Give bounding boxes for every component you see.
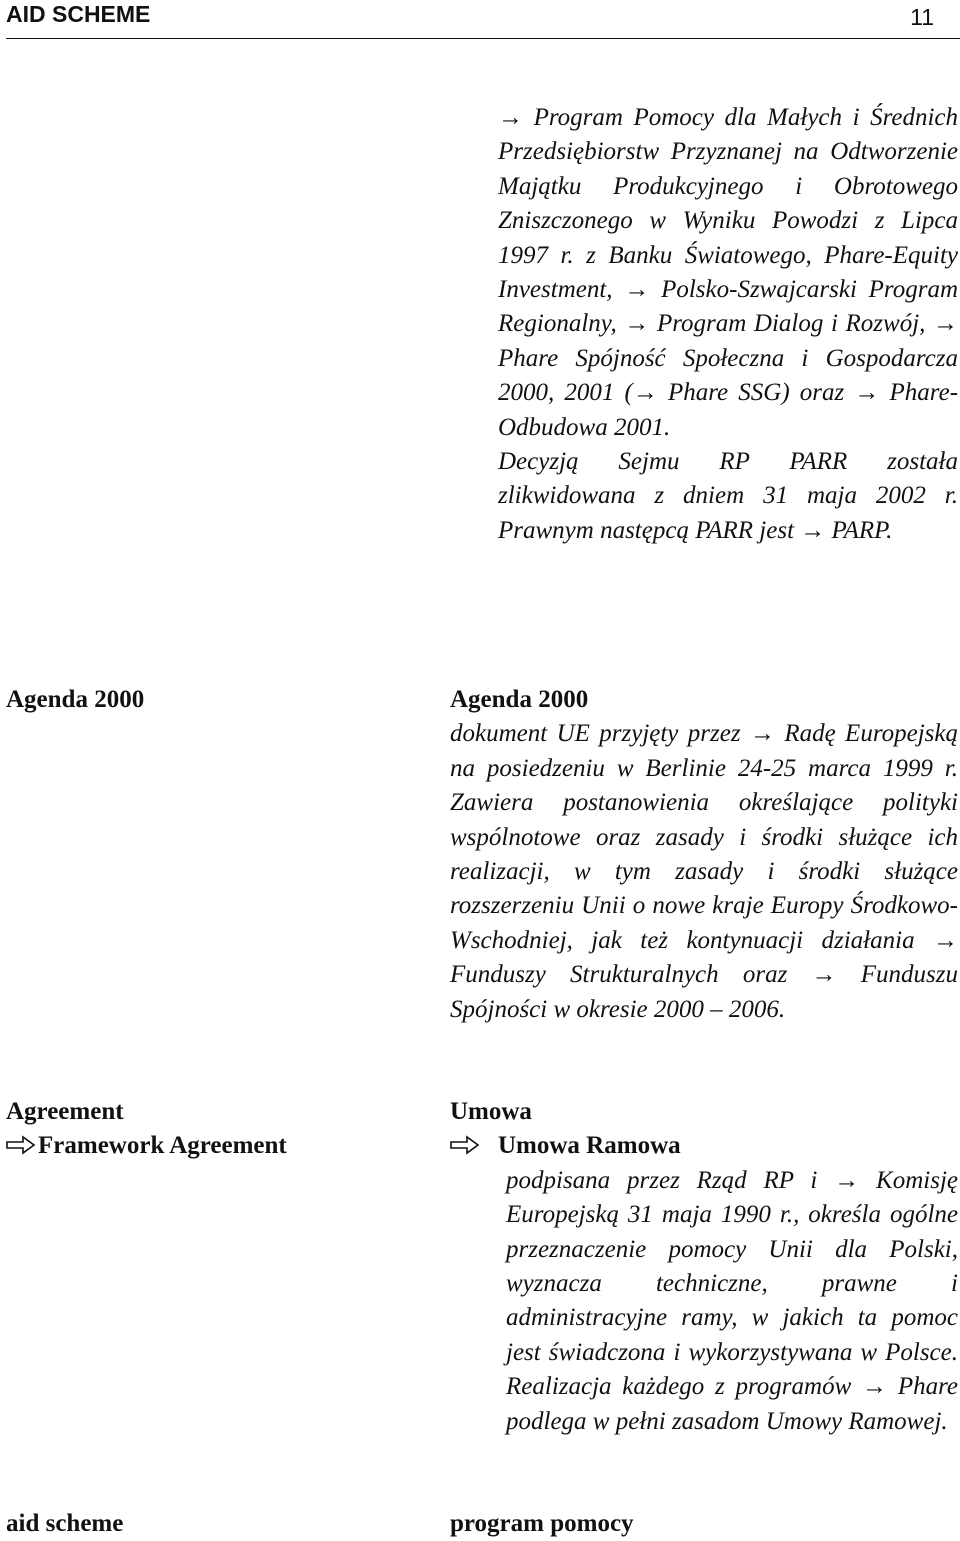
xref-link[interactable]: Phare SSG) oraz — [667, 379, 845, 407]
term-polish: Agenda 2000 — [450, 686, 589, 713]
term-english: Agreement — [6, 1098, 124, 1125]
term-english: Agenda 2000 — [6, 686, 145, 713]
term-polish: Umowa — [450, 1098, 532, 1125]
right-arrow-icon: → — [498, 104, 534, 131]
right-arrow-icon: → — [749, 720, 775, 748]
page-header — [0, 0, 960, 40]
right-arrow-icon: → — [834, 1166, 860, 1194]
subterm-polish: Umowa Ramowa — [450, 1129, 958, 1163]
page-number: 11 — [910, 4, 934, 30]
program-link[interactable]: Program Pomocy dla Małych i Średnich Przedsiębiorstw Przyznanej na Odtworzenie Majątku Produkcyjnego i Obrotowego Zniszczonego w Wyniku Powodzi z Lipca 1997 r. — [498, 104, 959, 269]
hollow-arrow-icon — [6, 1129, 38, 1163]
right-arrow-icon: → — [800, 516, 826, 544]
xref-link[interactable]: Funduszy Strukturalnych oraz — [450, 961, 788, 989]
running-title: AID SCHEME — [6, 1, 151, 27]
xref-link[interactable]: Komisję Europejską 31 maja 1990 r., określa ogólne przeznaczenie pomocy Unii dla Polski, wyznacza techniczne, prawne i administracyjne ramy, w jakich ta pomoc jest świadczona i wykorzystywana w Polsce. Realizacja każdego z programów — [506, 1166, 958, 1401]
xref-link[interactable]: Polsko-Szwajcarski Program Regionalny, — [498, 276, 959, 338]
xref-link[interactable]: Phare Spójność Społeczna i Gospodarcza 2000, 2001 ( — [498, 344, 958, 407]
xref-link[interactable]: PARP. — [831, 516, 893, 544]
xref-link[interactable]: Program Dialog i Rozwój, — [656, 310, 926, 338]
right-arrow-icon: → — [854, 379, 880, 407]
right-arrow-icon: → — [811, 961, 837, 989]
definition-text: podpisana przez Rząd RP i → Komisję Europejską 31 maja 1990 r., określa ogólne przeznaczenie pomocy Unii dla Polski, wyznacza techniczne, prawne i administracyjne ramy, w jakich ta pomoc jest świadczona i wykorzystywana w Polsce. Realizacja każdego z programów → Phare podlega w pełni zasadom Umowy Ramowej. — [506, 1166, 958, 1435]
subterm-english: Framework Agreement — [6, 1129, 287, 1163]
xref-link[interactable]: Funduszu Spójności w okresie 2000 – 2006. — [450, 961, 959, 1023]
header-rule — [6, 38, 960, 39]
right-arrow-icon: → — [624, 276, 650, 304]
right-arrow-icon: → — [632, 379, 658, 407]
right-arrow-icon: → — [933, 926, 958, 954]
definition-text: dokument UE przyjęty przez → Radę Europejską na posiedzeniu w Berlinie 24-25 marca 1999 r. Zawiera postanowienia określające polityki wspólnotowe oraz zasady i środki służące ich realizacji, w tym zasady i środki służące rozszerzeniu Unii o nowe kraje Europy Środkowo-Wschodniej, jak też kontynuacji działania → Funduszy Strukturalnych oraz → Funduszu Spójności w okresie 2000 – 2006. — [450, 720, 959, 1023]
xref-link[interactable]: Phare podlega w pełni zasadom Umowy Ramowej. — [506, 1373, 958, 1435]
term-english: aid scheme — [6, 1510, 124, 1537]
hollow-arrow-icon — [450, 1129, 498, 1163]
entry-agenda-2000 — [450, 683, 958, 1027]
right-arrow-icon: → — [933, 310, 959, 338]
definition-text: Decyzją Sejmu RP PARR została zlikwidowana z dniem 31 maja 2002 r. Prawnym następcą PARR jest → PARP. — [498, 448, 958, 544]
term-polish: program pomocy — [450, 1510, 634, 1537]
entry-continuation — [498, 101, 958, 548]
right-arrow-icon: → — [862, 1373, 888, 1401]
xref-link[interactable]: Radę Europejską na posiedzeniu w Berlinie 24-25 marca 1999 r. Zawiera postanowienia określające polityki wspólnotowe oraz zasady i środki służące ich realizacji, w tym zasady i środki służące rozszerzeniu Unii o nowe kraje Europy Środkowo-Wschodniej, jak też kontynuacji działania — [450, 720, 958, 954]
definition-text: → Program Pomocy dla Małych i Średnich Przedsiębiorstw Przyznanej na Odtworzenie Majątku Produkcyjnego i Obrotowego Zniszczonego w Wyniku Powodzi z Lipca 1997 r. z Banku Światowego, Phare-Equity Investment, → Polsko-Szwajcarski Program Regionalny, → Program Dialog i Rozwój, → Phare Spójność Społeczna i Gospodarcza 2000, 2001 (→ Phare SSG) oraz → Phare-Odbudowa 2001. — [498, 104, 959, 441]
right-arrow-icon: → — [624, 310, 650, 338]
xref-link[interactable]: Phare-Odbudowa 2001. — [498, 379, 959, 441]
entry-agreement — [450, 1095, 958, 1439]
